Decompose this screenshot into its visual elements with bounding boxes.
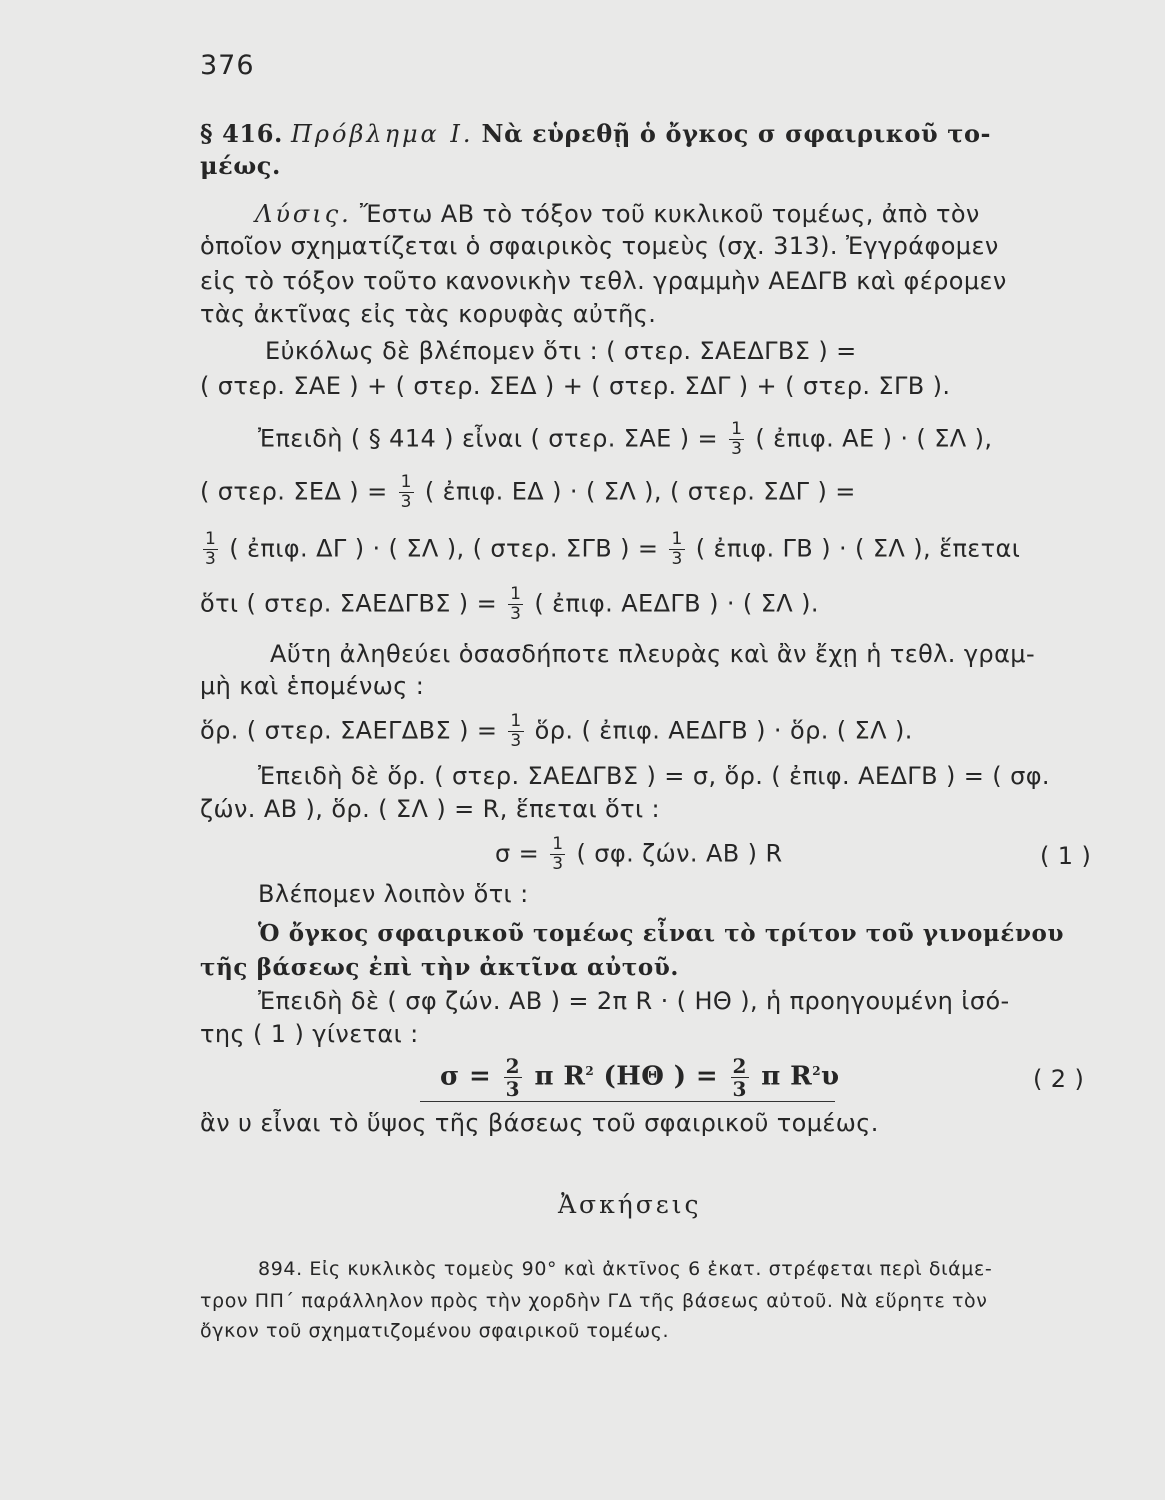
- denominator: 3: [505, 1077, 520, 1102]
- solution-line4: τὰς ἀκτῖνας εἰς τὰς κορυφὰς αὐτῆς.: [200, 300, 657, 328]
- exercise-line1: 894. Εἰς κυκλικὸς τομεὺς 90° καὶ ἀκτῖνος 6 ἑκατ. στρέφεται περὶ διάμε-: [258, 1258, 993, 1280]
- text-line22: της ( 1 ) γίνεται :: [200, 1020, 419, 1048]
- numerator: 1: [552, 834, 564, 854]
- formula-line2: [200, 473, 856, 512]
- equation-2-number: ( 2 ): [1033, 1065, 1085, 1093]
- numerator: 2: [505, 1054, 520, 1079]
- numerator: 2: [732, 1054, 747, 1079]
- solution-line5: Εὐκόλως δὲ βλέπομεν ὅτι : ( στερ. ΣΑΕΔΓΒΣ ) =: [265, 337, 857, 365]
- text-line13: Αὕτη ἀληθεύει ὁσασδήποτε πλευρὰς καὶ ἂν ἔχῃ ἡ τεθλ. γραμ-: [270, 640, 1036, 668]
- equation-1: [495, 835, 783, 874]
- equation-term: υ: [820, 1061, 840, 1092]
- denominator: 3: [205, 549, 217, 569]
- problem-title-line1: [200, 118, 991, 150]
- theorem-line1: Ὁ ὄγκος σφαιρικοῦ τομέως εἶναι τὸ τρίτον τοῦ γινομένου: [258, 920, 1065, 947]
- formula-line3: [200, 530, 1020, 569]
- fraction-one-third: [550, 835, 565, 874]
- formula-text: ὅτι ( στερ. ΣΑΕΔΓΒΣ ) =: [200, 589, 498, 618]
- numerator: 1: [510, 584, 522, 604]
- formula-text: ὅρ. ( στερ. ΣΑΕΓΔΒΣ ) =: [200, 716, 498, 745]
- fraction-one-third: [508, 585, 523, 624]
- denominator: 3: [671, 549, 683, 569]
- numerator: 1: [671, 529, 683, 549]
- page-number: 376: [200, 50, 255, 81]
- numerator: 1: [205, 529, 217, 549]
- equation-rule: [420, 1101, 835, 1102]
- fraction-two-thirds: [504, 1055, 522, 1100]
- numerator: 1: [400, 472, 412, 492]
- text-line16: Ἐπειδὴ δὲ ὅρ. ( στερ. ΣΑΕΔΓΒΣ ) = σ, ὅρ. ( ἐπιφ. ΑΕΔΓΒ ) = ( σφ.: [258, 762, 1050, 790]
- solution-line1: [255, 198, 980, 230]
- formula-line4: [200, 585, 819, 624]
- formula-text: ( ἐπιφ. ΓΒ ) · ( ΣΛ ), ἕπεται: [695, 534, 1021, 563]
- equation-lhs: σ =: [495, 839, 540, 868]
- formula-text: ὅρ. ( ἐπιφ. ΑΕΔΓΒ ) · ὅρ. ( ΣΛ ).: [534, 716, 913, 745]
- solution-line3: εἰς τὸ τόξον τοῦτο κανονικὴν τεθλ. γραμμὴν ΑΕΔΓΒ καὶ φέρομεν: [200, 267, 1007, 295]
- exponent: 2: [812, 1064, 821, 1078]
- equation-term: π R: [761, 1061, 813, 1092]
- formula-line5: [200, 712, 913, 751]
- exponent: 2: [585, 1064, 595, 1078]
- denominator: 3: [731, 439, 743, 459]
- text-line21: Ἐπειδὴ δὲ ( σφ ζών. ΑΒ ) = 2π R · ( ΗΘ ), ἡ προηγουμένη ἰσό-: [258, 987, 1010, 1015]
- fraction-one-third: [669, 530, 684, 569]
- theorem-line2: τῆς βάσεως ἐπὶ τὴν ἀκτῖνα αὐτοῦ.: [200, 954, 679, 981]
- equation-2: [440, 1055, 839, 1100]
- solution-line2: ὁποῖον σχηματίζεται ὁ σφαιρικὸς τομεὺς (σχ. 313). Ἐγγράφομεν: [200, 232, 999, 260]
- fraction-one-third: [729, 420, 744, 459]
- exercise-line2: τρον ΠΠ΄ παράλληλον πρὸς τὴν χορδὴν ΓΔ τῆς βάσεως αὐτοῦ. Νὰ εὕρητε τὸν: [200, 1290, 988, 1312]
- problem-title-line2: μέως.: [200, 151, 281, 180]
- text-line14: μὴ καὶ ἑπομένως :: [200, 672, 425, 700]
- text-line23: ἂν υ εἶναι τὸ ὕψος τῆς βάσεως τοῦ σφαιρικοῦ τομέως.: [200, 1109, 879, 1137]
- formula-text: ( στερ. ΣΕΔ ) =: [200, 477, 388, 506]
- section-number: § 416.: [200, 119, 283, 148]
- formula-text: ( ἐπιφ. ΕΔ ) · ( ΣΛ ), ( στερ. ΣΔΓ ) =: [424, 477, 856, 506]
- numerator: 1: [510, 711, 522, 731]
- formula-text: Ἐπειδὴ ( § 414 ) εἶναι ( στερ. ΣΑΕ ) =: [258, 424, 719, 453]
- formula-text: ( ἐπιφ. ΔΓ ) · ( ΣΛ ), ( στερ. ΣΓΒ ) =: [229, 534, 659, 563]
- equation-term: π R: [534, 1061, 586, 1092]
- equation-term: (ΗΘ ) =: [603, 1061, 719, 1092]
- fraction-two-thirds: [731, 1055, 749, 1100]
- exercise-line3: ὄγκον τοῦ σχηματιζομένου σφαιρικοῦ τομέως.: [200, 1320, 670, 1342]
- denominator: 3: [552, 854, 564, 874]
- equation-lhs: σ =: [440, 1061, 492, 1092]
- denominator: 3: [510, 604, 522, 624]
- text-line17: ζών. ΑΒ ), ὅρ. ( ΣΛ ) = R, ἕπεται ὅτι :: [200, 795, 660, 823]
- fraction-one-third: [508, 712, 523, 751]
- denominator: 3: [400, 492, 412, 512]
- denominator: 3: [732, 1077, 747, 1102]
- fraction-one-third: [399, 473, 414, 512]
- problem-statement: Νὰ εὑρεθῇ ὁ ὄγκος σ σφαιρικοῦ το-: [481, 119, 992, 148]
- exercises-heading: Ἀσκήσεις: [558, 1190, 702, 1219]
- solution-label: Λύσις.: [255, 200, 352, 228]
- solution-line6: ( στερ. ΣΑΕ ) + ( στερ. ΣΕΔ ) + ( στερ. ΣΔΓ ) + ( στερ. ΣΓΒ ).: [200, 372, 951, 400]
- text-line18: Βλέπομεν λοιπὸν ὅτι :: [258, 880, 529, 908]
- denominator: 3: [510, 731, 522, 751]
- formula-text: ( ἐπιφ. ΑΕΔΓΒ ) · ( ΣΛ ).: [534, 589, 819, 618]
- formula-text: ( ἐπιφ. ΑΕ ) · ( ΣΛ ),: [755, 424, 993, 453]
- numerator: 1: [731, 419, 743, 439]
- solution-text: Ἔστω ΑΒ τὸ τόξον τοῦ κυκλικοῦ τομέως, ἀπὸ τὸν: [359, 200, 980, 228]
- problem-label: Πρόβλημα Ι.: [291, 120, 474, 148]
- equation-1-number: ( 1 ): [1040, 842, 1092, 870]
- equation-rhs: ( σφ. ζών. ΑΒ ) R: [576, 839, 783, 868]
- formula-line1: [258, 420, 992, 459]
- fraction-one-third: [203, 530, 218, 569]
